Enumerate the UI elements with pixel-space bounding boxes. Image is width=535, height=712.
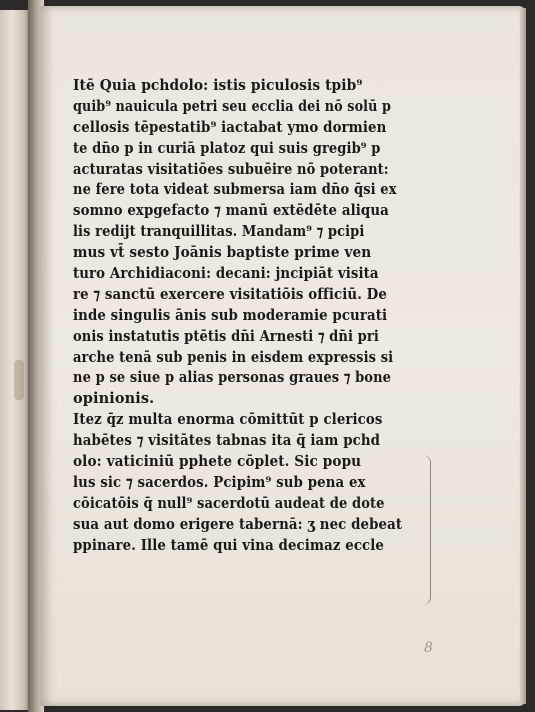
text-line: Itē Quia pchdolo: istis piculosis tpib⁹: [73, 77, 363, 94]
text-line: ne p se siue p alias personas graues ⁊ bone: [73, 369, 392, 387]
text-line: inde singulis ānis sub moderamie pcurati: [73, 306, 388, 324]
text-line: Itez q̄z multa enorma cōmittūt p clericos: [73, 411, 383, 429]
text-line: cōicatōis q̄ null⁹ sacerdotū audeat de dote: [73, 494, 385, 512]
text-line: mus vt̄ sesto Joānis baptiste prime ven: [73, 244, 372, 262]
text-line: habētes ⁊ visitātes tabnas ita q̄ iam pchd: [73, 432, 381, 450]
text-line: te dn̄o p in curiā platoz qui suis gregib⁹ p: [73, 139, 381, 157]
printed-text-block: [73, 76, 443, 556]
text-line: lis redijt tranquillitas. Mandam⁹ ⁊ pcipi: [73, 223, 365, 241]
text-line: lus sic ⁊ sacerdos. Pcipim⁹ sub pena ex: [73, 473, 366, 491]
text-line: ppinare. Ille tamē qui vina decimaz eccle: [73, 536, 385, 554]
text-line: turo Archidiaconi: decani: jncipiāt visita: [73, 265, 379, 283]
page-stain: [14, 360, 24, 400]
text-line: onis instatutis ptētis dn̄i Arnesti ⁊ dn̄i pri: [73, 327, 379, 345]
text-line: arche tenā sub penis in eisdem expressis si: [73, 348, 394, 366]
text-line: cellosis tēpestatib⁹ iactabat ymo dormien: [73, 118, 387, 136]
pencil-folio-mark: 8: [424, 640, 433, 656]
text-line: sua aut domo erigere tabernā: ʒ nec debeat: [73, 515, 403, 533]
text-line: quib⁹ nauicula petri seu ecclia dei nō solū p: [73, 97, 392, 115]
page-fore-edge: [520, 8, 526, 704]
text-line: ne fere tota videat submersa iam dn̄o q̄si ex: [73, 181, 397, 199]
text-line: somno expgefacto ⁊ manū extēdēte aliqua: [73, 202, 389, 220]
text-line: acturatas visitatiōes subuēire nō poterant:: [73, 160, 389, 178]
text-line: olo: vaticiniū pphete cōplet. Sic popu: [73, 453, 362, 471]
text-line: opinionis.: [73, 390, 155, 408]
text-line: re ⁊ sanctū exercere visitatiōis officiū. De: [73, 285, 387, 303]
margin-bracket-mark: [420, 455, 431, 605]
